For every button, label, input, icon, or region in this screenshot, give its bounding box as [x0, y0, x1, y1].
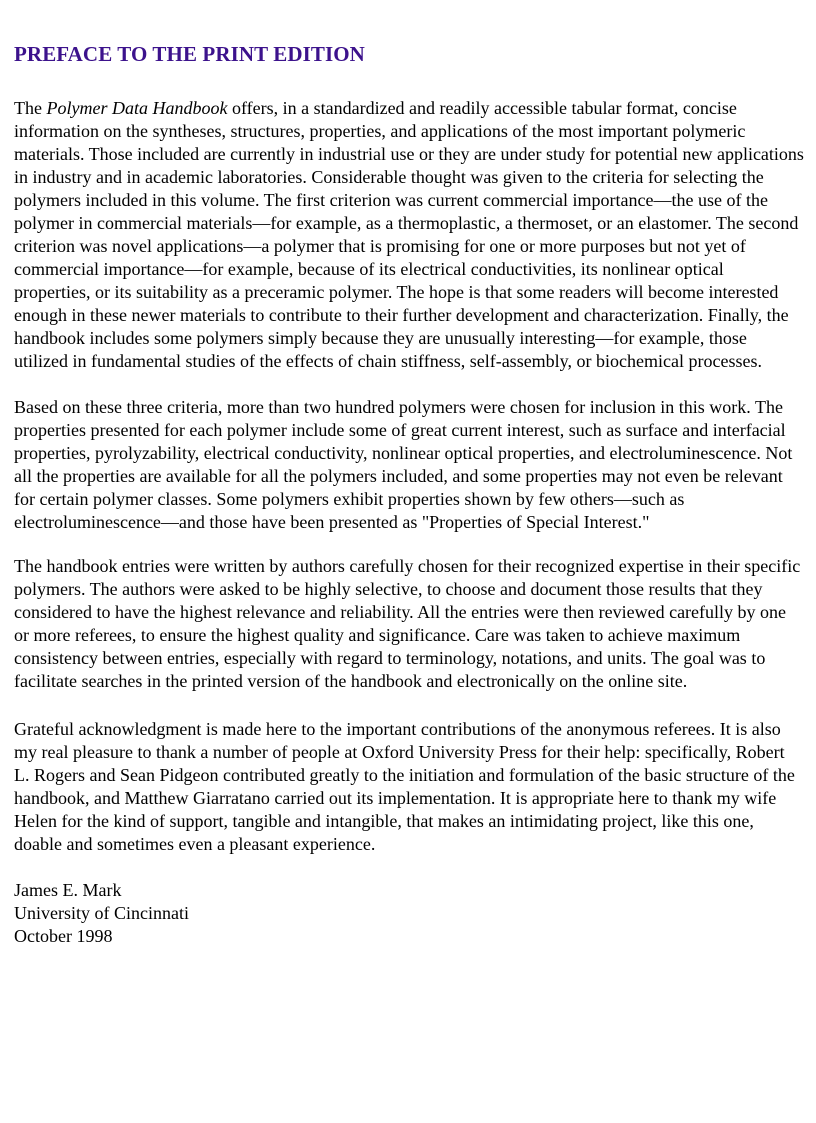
page-title: PREFACE TO THE PRINT EDITION: [14, 42, 365, 66]
paragraph-intro: [14, 97, 804, 373]
paragraph-intro-lead: The: [14, 98, 47, 118]
signature-date: October 1998: [14, 926, 113, 946]
paragraph-acknowledgments: Grateful acknowledgment is made here to the important contributions of the anonymous referees. It is also my real pleasure to thank a number of people at Oxford University Press for their help: specifically, Robert L. Rogers and Sean Pidgeon contributed greatly to the initiation and formulation of the basic structure of the handbook, and Matthew Giarratano carried out its implementation. It is appropriate here to thank my wife Helen for the kind of support, tangible and intangible, that makes an intimidating project, like this one, doable and sometimes even a pleasant experience.: [14, 719, 795, 854]
signature-name: James E. Mark: [14, 880, 122, 900]
signature-block: [14, 879, 804, 948]
paragraph-intro-text: offers, in a standardized and readily accessible tabular format, concise information on the syntheses, structures, properties, and applications of the most important polymeric materials. Those included are currently in industrial use or they are under study for potential new applications in industry and in academic laboratories. Considerable thought was given to the criteria for selecting the polymers included in this volume. The first criterion was current commercial importance—the use of the polymer in commercial materials—for example, as a thermoplastic, a thermoset, or an elastomer. The second criterion was novel applications—a polymer that is promising for one or more purposes but not yet of commercial importance—for example, because of its electrical conductivities, its nonlinear optical properties, or its suitability as a preceramic polymer. The hope is that some readers will become interested enough in these newer materials to contribute to their further development and characterization. Finally, the handbook includes some polymers simply because they are unusually interesting—for example, those utilized in fundamental studies of the effects of chain stiffness, self-assembly, or biochemical processes.: [14, 98, 804, 371]
book-title: Polymer Data Handbook: [46, 98, 228, 118]
paragraph-criteria: Based on these three criteria, more than two hundred polymers were chosen for inclusion in this work. The properties presented for each polymer include some of great current interest, such as surface and interfacial properties, pyrolyzability, electrical conductivity, nonlinear optical properties, and electroluminescence. Not all the properties are available for all the polymers included, and some properties may not even be relevant for certain polymer classes. Some polymers exhibit properties shown by few others—such as electroluminescence—and those have been presented as "Properties of Special Interest.": [14, 397, 793, 532]
signature-affiliation: University of Cincinnati: [14, 903, 189, 923]
document-page: [14, 38, 804, 948]
paragraph-authors: The handbook entries were written by authors carefully chosen for their recognized expertise in their specific polymers. The authors were asked to be highly selective, to choose and document those results that they considered to have the highest relevance and reliability. All the entries were then reviewed carefully by one or more referees, to ensure the highest quality and significance. Care was taken to achieve maximum consistency between entries, especially with regard to terminology, notations, and units. The goal was to facilitate searches in the printed version of the handbook and electronically on the online site.: [14, 556, 801, 691]
